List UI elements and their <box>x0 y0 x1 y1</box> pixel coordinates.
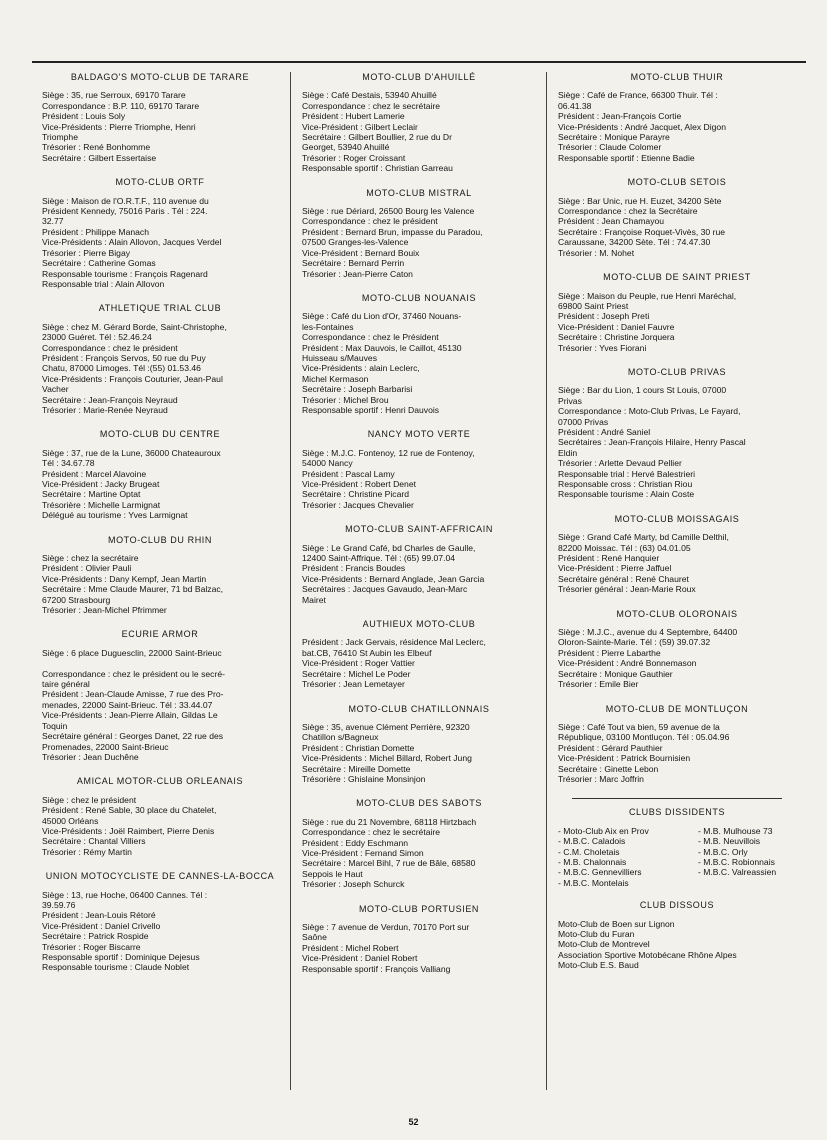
club-detail-line: Chatu, 87000 Limoges. Tél :(55) 01.53.46 <box>42 363 201 374</box>
club-block <box>42 535 278 616</box>
dissident-club: - M.B. Neuvillois <box>698 836 761 847</box>
dissident-club: - C.M. Choletais <box>558 846 620 857</box>
club-detail-line: Trésorier : Jean Lemetayer <box>302 679 405 690</box>
club-detail-line: Vice-Président : André Bonnemason <box>558 658 697 669</box>
club-title: MOTO-CLUB DU RHIN <box>107 534 213 545</box>
club-detail-line: Correspondance : chez le Président <box>302 332 439 343</box>
club-detail-line: Siège : Bar du Lion, 1 cours St Louis, 07000 <box>558 385 727 396</box>
club-block <box>42 776 278 857</box>
club-title: ATHLETIQUE TRIAL CLUB <box>98 303 222 314</box>
dissolved-club: Moto-Club de Boen sur Lignon <box>558 918 675 929</box>
club-detail-line: Trésorier : Jean Duchêne <box>42 751 139 762</box>
club-detail-line: Trésorier : Yves Fiorani <box>558 342 647 353</box>
club-detail-line: Vice-Président : Fernand Simon <box>302 847 424 858</box>
club-detail-line: Vice-Présidents : Alain Allovon, Jacques Verdel <box>42 237 222 248</box>
dissident-club: - M.B. Chalonnais <box>558 856 627 867</box>
club-detail-line: Vice-Présidents : alain Leclerc, <box>302 363 420 374</box>
club-detail-line: Secrétaire général : Georges Danet, 22 rue des <box>42 731 224 742</box>
club-detail-line: Siège : Maison du Peuple, rue Henri Maréchal, <box>558 290 737 301</box>
club-detail-line: Président : Olivier Pauli <box>42 563 132 574</box>
club-title: BALDAGO'S MOTO-CLUB DE TARARE <box>70 72 250 82</box>
club-detail-line: 07000 Privas <box>558 416 609 427</box>
club-detail-line: Secrétaire : Catherine Gomas <box>42 258 156 269</box>
club-block <box>558 177 796 258</box>
club-detail-line: Responsable trial : Hervé Balestrieri <box>558 468 696 479</box>
club-detail-line: Chatillon s/Bagneux <box>302 732 379 743</box>
club-detail-line: Secrétaire : Joseph Barbarisi <box>302 384 413 395</box>
club-detail-line: 32.77 <box>42 216 64 227</box>
club-detail-line: Président : René Sable, 30 place du Chatelet, <box>42 805 217 816</box>
club-detail-line: Siège : chez la secrétaire <box>42 553 139 564</box>
club-block <box>42 871 278 973</box>
club-detail-line: Privas <box>558 395 582 406</box>
club-detail-line: Président : Gérard Pauthier <box>558 742 663 753</box>
club-detail-line: Trésorier : Marc Joffrin <box>558 773 644 784</box>
club-detail-line: Président : Bernard Brun, impasse du Paradou, <box>302 226 483 237</box>
club-detail-line: Correspondance : chez le président <box>42 342 178 353</box>
club-detail-line: Président Kennedy, 75016 Paris . Tél : 224. <box>42 206 208 217</box>
club-detail-line: Secrétaire : Monique Parayre <box>558 132 670 143</box>
club-detail-line: menades, 22000 Saint-Brieuc. Tél : 33.44.07 <box>42 699 213 710</box>
club-detail-line: Secrétaire : Marcel Bihl, 7 rue de Bâle, 68580 <box>302 858 476 869</box>
club-detail-line: Siège : Grand Café Marty, bd Camille Delthil, <box>558 532 729 543</box>
club-detail-line <box>42 658 278 668</box>
club-title: NANCY MOTO VERTE <box>367 429 471 440</box>
club-detail-line: Président : Hubert Lamerie <box>302 111 405 122</box>
club-detail-line: Vice-Présidents : Bernard Anglade, Jean Garcia <box>302 573 485 584</box>
club-detail-line: Correspondance : chez le président ou le secré- <box>42 668 225 679</box>
club-detail-line: Président : Michel Robert <box>302 942 399 953</box>
club-detail-line: Siège : Maison de l'O.R.T.F., 110 avenue du <box>42 195 209 206</box>
club-detail-line: Tél : 34.67.78 <box>42 458 95 469</box>
club-detail-line: Vice-Président : Patrick Bournisien <box>558 753 691 764</box>
club-detail-line: Siège : Bar Unic, rue H. Euzet, 34200 Sète <box>558 195 722 206</box>
club-detail-line: Président : Marcel Alavoine <box>42 468 147 479</box>
club-detail-line: Siège : Café Tout va bien, 59 avenue de la <box>558 721 720 732</box>
club-detail-line: Responsable tourisme : Alain Coste <box>558 489 695 500</box>
club-detail-line: Trésorier : Michel Brou <box>302 394 389 405</box>
club-detail-line: Secrétaire général : René Chauret <box>558 573 689 584</box>
club-detail-line: Trésorier : Jacques Chevalier <box>302 499 414 510</box>
club-detail-line: Vice-Président : Jacky Brugeat <box>42 479 160 489</box>
club-detail-line: Trésorier : Pierre Bigay <box>42 247 131 258</box>
club-detail-line: Vice-Présidents : Jean-Pierre Allain, Gildas Le <box>42 710 218 721</box>
club-detail-line: bat.CB, 76410 St Aubin les Elbeuf <box>302 647 432 658</box>
club-detail-line: Correspondance : chez la Secrétaire <box>558 206 698 217</box>
club-detail-line: Saône <box>302 932 327 943</box>
club-detail-line: Secrétaire : Patrick Rospide <box>42 931 149 942</box>
club-detail-line: Président : Jack Gervais, résidence Mal Leclerc, <box>302 637 486 648</box>
dissidents-list <box>558 826 796 888</box>
club-detail-line: Délégué au tourisme : Yves Larmignat <box>42 510 188 521</box>
dissous-title: CLUB DISSOUS <box>639 900 715 911</box>
club-detail-line: Vice-Présidents : André Jacquet, Alex Digon <box>558 121 726 132</box>
club-title: MOTO-CLUB PORTUSIEN <box>358 903 480 914</box>
club-detail-line: Trésorier : Emile Bier <box>558 679 639 690</box>
club-detail-line: Correspondance : chez le secrétaire <box>302 100 441 111</box>
dissident-club: - M.B.C. Robionnais <box>698 856 775 867</box>
club-detail-line: Vice-Président : Pierre Jaffuel <box>558 563 672 574</box>
club-detail-line: Secrétaire : Chantal Villiers <box>42 836 146 847</box>
club-detail-line: 39.59.76 <box>42 899 76 910</box>
club-title: MOTO-CLUB SAINT-AFFRICAIN <box>345 524 493 535</box>
club-detail-line: Trésorier : Claude Colomer <box>558 142 662 153</box>
club-detail-line: Trésorier : Roger Biscarre <box>42 941 141 952</box>
club-detail-line: Président : René Hanquier <box>558 553 660 564</box>
club-title: MOTO-CLUB PRIVAS <box>627 366 727 377</box>
club-detail-line: Secrétaire : Monique Gauthier <box>558 668 673 679</box>
club-detail-line: Vice-Président : Gilbert Leclair <box>302 121 418 132</box>
club-detail-line: Trésorier : Rémy Martin <box>42 846 132 857</box>
club-detail-line: Vice-Président : Bernard Bouix <box>302 247 420 258</box>
dissident-club: - M.B.C. Orly <box>698 846 748 857</box>
club-title: MOTO-CLUB DE MONTLUÇON <box>605 703 749 714</box>
club-block <box>302 619 536 689</box>
club-detail-line: Correspondance : Moto-Club Privas, Le Fayard, <box>558 406 741 417</box>
club-detail-line: Vice-Présidents : Joël Raimbert, Pierre Denis <box>42 825 215 836</box>
club-block <box>558 272 796 353</box>
club-detail-line: Secrétaire : Gilbert Essertaise <box>42 152 157 163</box>
club-detail-line: Secrétaire : Michel Le Poder <box>302 668 411 679</box>
club-detail-line: Président : Eddy Eschmann <box>302 837 409 848</box>
club-detail-line: Vice-Présidents : Dany Kempf, Jean Martin <box>42 573 207 584</box>
page-number: 52 <box>408 1117 419 1127</box>
column-separator-1 <box>290 72 291 1090</box>
club-title: MOTO-CLUB SETOIS <box>627 177 727 188</box>
club-title: AMICAL MOTOR-CLUB ORLEANAIS <box>76 776 244 787</box>
club-detail-line: Vice-Président : Roger Vattier <box>302 658 415 669</box>
club-block <box>302 429 536 510</box>
club-detail-line: Trésorière : Ghislaine Monsinjon <box>302 773 426 784</box>
club-detail-line: Secrétaires : Jacques Gavaudo, Jean-Marc <box>302 584 468 595</box>
column-1 <box>42 72 278 987</box>
dissident-club: - M.B.C. Montelais <box>558 877 629 888</box>
dissident-club: - M.B.C. Caladois <box>558 836 626 847</box>
club-detail-line: Eldin <box>558 447 578 458</box>
club-block <box>42 629 278 762</box>
club-detail-line: Georget, 53940 Ahuillé <box>302 142 390 153</box>
club-detail-line: Siège : 6 place Duguesclin, 22000 Saint-Brieuc <box>42 647 222 658</box>
dissident-club: - M.B. Mulhouse 73 <box>698 825 773 836</box>
club-detail-line: Triomphe <box>42 132 78 143</box>
club-detail-line: Président : Louis Soly <box>42 111 126 122</box>
club-title: MOTO-CLUB NOUANAIS <box>361 292 477 303</box>
club-detail-line: Siège : 35, avenue Clément Perrière, 92320 <box>302 721 470 732</box>
club-detail-line: Caraussane, 34200 Sète. Tél : 74.47.30 <box>558 237 711 248</box>
column-separator-2 <box>546 72 547 1090</box>
club-title: UNION MOTOCYCLISTE DE CANNES-LA-BOCCA <box>45 871 275 882</box>
club-detail-line: Secrétaire : Christine Jorquera <box>558 332 675 343</box>
club-detail-line: Vice-Présidents : Michel Billard, Robert Jung <box>302 753 472 764</box>
club-title: MOTO-CLUB CHATILLONNAIS <box>348 703 490 714</box>
club-detail-line: Siège : Café Destais, 53940 Ahuillé <box>302 90 437 101</box>
club-detail-line: Secrétaire : Ginette Lebon <box>558 763 659 774</box>
club-detail-line: 82200 Moissac. Tél : (63) 04.01.05 <box>558 542 691 553</box>
club-detail-line: Siège : M.J.C., avenue du 4 Septembre, 64400 <box>558 627 738 638</box>
club-detail-line: Siège : chez le président <box>42 794 137 805</box>
dissidents-right-list <box>698 826 796 888</box>
club-block <box>558 704 796 785</box>
club-detail-line: Trésorier général : Jean-Marie Roux <box>558 584 696 595</box>
club-detail-line: 23000 Guéret. Tél : 52.46.24 <box>42 332 152 343</box>
club-detail-line: Trésorier : Roger Croissant <box>302 152 406 163</box>
club-detail-line: Secrétaire : Jean-François Neyraud <box>42 394 178 405</box>
club-detail-line: Trésorier : Jean-Pierre Caton <box>302 268 413 279</box>
club-detail-line: Siège : Café du Lion d'Or, 37460 Nouans- <box>302 311 462 322</box>
club-detail-line: Président : André Saniel <box>558 426 651 437</box>
club-title: MOTO-CLUB DES SABOTS <box>356 798 482 809</box>
club-detail-line: Vice-Président : Daniel Fauvre <box>558 321 675 332</box>
dissidents-rule <box>572 798 782 799</box>
club-detail-line: Secrétaire : Mireille Domette <box>302 763 411 774</box>
club-detail-line: Trésorier : Arlette Devaud Pellier <box>558 458 682 469</box>
dissidents-title: CLUBS DISSIDENTS <box>628 807 726 818</box>
dissolved-club: Moto-Club du Furan <box>558 929 635 939</box>
club-detail-line: Président : Jean Chamayou <box>558 216 665 227</box>
club-block <box>302 188 536 279</box>
club-block <box>558 514 796 595</box>
club-detail-line: Responsable tourisme : Claude Noblet <box>42 962 190 973</box>
club-block <box>42 303 278 415</box>
club-detail-line: 07500 Granges-les-Valence <box>302 237 409 248</box>
club-title: MOTO-CLUB MOISSAGAIS <box>614 513 740 524</box>
club-detail-line: Huisseau s/Mauves <box>302 352 377 363</box>
club-detail-line: Trésorier : M. Nohet <box>558 247 635 258</box>
dissident-club: - M.B.C. Gennevilliers <box>558 867 642 878</box>
club-block <box>558 72 796 163</box>
club-detail-line: Vice-Président : Daniel Crivello <box>42 920 161 931</box>
club-block <box>558 367 796 500</box>
club-block <box>302 704 536 785</box>
club-block <box>42 72 278 163</box>
club-title: MOTO-CLUB DU CENTRE <box>99 429 221 440</box>
club-detail-line: Vice-Président : Daniel Robert <box>302 953 418 964</box>
club-detail-line: Toquin <box>42 720 68 731</box>
club-detail-line: Trésorière : Michelle Larmignat <box>42 499 161 510</box>
club-detail-line: Siège : Le Grand Café, bd Charles de Gaulle, <box>302 542 476 553</box>
dissolved-club: Moto-Club E.S. Baud <box>558 960 639 971</box>
club-detail-line: Responsable tourisme : François Ragenard <box>42 268 208 279</box>
club-detail-line: Secrétaire : Christine Picard <box>302 489 409 500</box>
column-3-clubs <box>558 72 796 784</box>
dissident-club: - Moto-Club Aix en Prov <box>558 825 649 836</box>
club-detail-line: 45000 Orléans <box>42 815 99 826</box>
club-block <box>302 904 536 974</box>
club-detail-line: Correspondance : B.P. 110, 69170 Tarare <box>42 100 200 111</box>
club-detail-line: Secrétaires : Jean-François Hilaire, Henry Pascal <box>558 437 746 448</box>
club-detail-line: Correspondance : chez le secrétaire <box>302 827 441 838</box>
club-title: MOTO-CLUB ORTF <box>115 177 205 188</box>
club-detail-line: Président : Christian Domette <box>302 742 415 753</box>
club-detail-line: République, 03100 Montluçon. Tél : 05.04.96 <box>558 732 730 743</box>
club-block <box>302 293 536 415</box>
club-detail-line: Michel Kermason <box>302 373 369 384</box>
club-detail-line: Siège : chez M. Gérard Borde, Saint-Christophe, <box>42 321 227 332</box>
club-detail-line: Correspondance : chez le président <box>302 216 438 227</box>
club-detail-line: Président : Joseph Preti <box>558 311 650 322</box>
club-detail-line: Secrétaire : Gilbert Boullier, 2 rue du Dr <box>302 132 452 143</box>
club-detail-line: 12400 Saint-Affrique. Tél : (65) 99.07.04 <box>302 553 456 564</box>
club-detail-line: Vice-Présidents : Pierre Triomphe, Henri <box>42 121 196 132</box>
club-detail-line: Président : Philippe Manach <box>42 226 150 237</box>
club-detail-line: Mairet <box>302 594 326 605</box>
club-detail-line: Responsable sportif : Etienne Badie <box>558 152 695 163</box>
club-title: MOTO-CLUB MISTRAL <box>366 187 472 198</box>
club-detail-line: Siège : rue du 21 Novembre, 68118 Hirtzbach <box>302 816 477 827</box>
club-detail-line: taire général <box>42 679 90 690</box>
club-detail-line: Président : Jean-François Cortie <box>558 111 682 122</box>
club-detail-line: Trésorier : Joseph Schurck <box>302 879 405 890</box>
club-detail-line: Siège : M.J.C. Fontenoy, 12 rue de Fontenoy, <box>302 447 475 458</box>
club-detail-line: Seppois le Haut <box>302 868 363 879</box>
club-detail-line: Président : Max Dauvois, le Caillot, 45130 <box>302 342 462 353</box>
club-detail-line: Président : Jean-Claude Amisse, 7 rue des Pro- <box>42 689 224 700</box>
club-block <box>42 429 278 520</box>
club-block <box>302 524 536 605</box>
club-title: ECURIE ARMOR <box>121 629 199 640</box>
club-detail-line: Secrétaire : Mme Claude Maurer, 71 bd Balzac, <box>42 584 224 595</box>
club-detail-line: Promenades, 22000 Saint-Brieuc <box>42 741 169 752</box>
club-detail-line: 67200 Strasbourg <box>42 594 111 605</box>
club-detail-line: Siège : 7 avenue de Verdun, 70170 Port sur <box>302 922 470 932</box>
club-detail-line: Siège : 35, rue Serroux, 69170 Tarare <box>42 90 186 101</box>
column-2 <box>302 72 536 988</box>
club-block <box>302 72 536 174</box>
club-detail-line: Trésorier : Marie-Renée Neyraud <box>42 404 168 415</box>
club-detail-line: Responsable sportif : François Valliang <box>302 963 451 974</box>
dissolved-club: Moto-Club de Montrevel <box>558 939 650 950</box>
club-detail-line: Vice-Président : Robert Denet <box>302 479 417 489</box>
top-rule <box>32 61 806 63</box>
club-detail-line: Trésorier : René Bonhomme <box>42 142 151 153</box>
club-block <box>42 177 278 289</box>
club-detail-line: Président : Francis Boudes <box>302 563 406 574</box>
dissident-club: - M.B.C. Valreassien <box>698 867 777 878</box>
club-detail-line: Vacher <box>42 384 69 395</box>
club-detail-line: Secrétaire : Bernard Perrin <box>302 258 405 269</box>
club-detail-line: les-Fontaines <box>302 321 354 332</box>
club-detail-line: Responsable sportif : Christian Garreau <box>302 163 453 174</box>
club-detail-line: Trésorier : Jean-Michel Pfrimmer <box>42 605 167 616</box>
dissolved-club: Association Sportive Motobécane Rhône Alpes <box>558 949 737 960</box>
club-detail-line: Siège : rue Dériard, 26500 Bourg les Valence <box>302 206 475 217</box>
club-detail-line: Responsable sportif : Henri Dauvois <box>302 404 440 415</box>
dissidents-left-list <box>558 826 694 888</box>
club-detail-line: Secrétaire : Martine Optat <box>42 489 141 500</box>
club-detail-line: Président : Pierre Labarthe <box>558 647 661 658</box>
club-block <box>302 798 536 889</box>
club-detail-line: 54000 Nancy <box>302 458 353 469</box>
dissous-list <box>558 919 796 971</box>
club-detail-line: Siège : 37, rue de la Lune, 36000 Chateauroux <box>42 447 221 458</box>
club-detail-line: Président : François Servos, 50 rue du Puy <box>42 352 206 363</box>
club-detail-line: Responsable sportif : Dominique Dejesus <box>42 952 200 963</box>
club-detail-line: Responsable cross : Christian Riou <box>558 479 693 489</box>
club-title: MOTO-CLUB THUIR <box>630 72 724 82</box>
club-detail-line: Siège : Café de France, 66300 Thuir. Tél : <box>558 90 718 101</box>
club-title: AUTHIEUX MOTO-CLUB <box>362 619 476 630</box>
club-title: MOTO-CLUB D'AHUILLÉ <box>362 72 476 82</box>
club-block <box>558 609 796 690</box>
club-detail-line: Président : Jean-Louis Rétoré <box>42 910 156 921</box>
club-detail-line: Secrétaire : Françoise Roquet-Vivès, 30 rue <box>558 226 726 237</box>
column-3 <box>558 72 796 971</box>
club-detail-line: Oloron-Sainte-Marie. Tél : (59) 39.07.32 <box>558 637 711 648</box>
club-detail-line: Siège : 13, rue Hoche, 06400 Cannes. Tél : <box>42 889 208 900</box>
club-title: MOTO-CLUB DE SAINT PRIEST <box>603 272 751 283</box>
club-detail-line: Vice-Présidents : François Couturier, Jean-Paul <box>42 373 223 384</box>
club-detail-line: Responsable trial : Alain Allovon <box>42 278 165 289</box>
club-title: MOTO-CLUB OLORONAIS <box>616 608 738 619</box>
club-detail-line: Président : Pascal Lamy <box>302 468 395 479</box>
club-detail-line: 06.41.38 <box>558 100 592 111</box>
club-detail-line: 69800 Saint Priest <box>558 300 629 311</box>
